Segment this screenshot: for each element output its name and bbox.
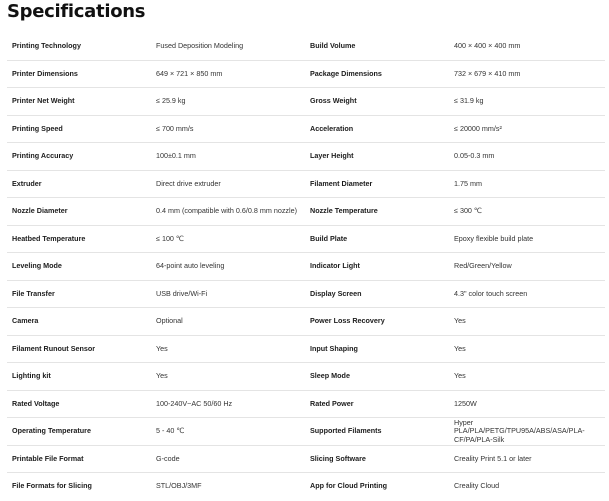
- spec-value: Epoxy flexible build plate: [454, 233, 534, 243]
- spec-value: 1.75 mm: [454, 178, 482, 188]
- spec-label: Extruder: [12, 178, 42, 188]
- spec-value: 100±0.1 mm: [156, 151, 196, 161]
- spec-row: [7, 336, 605, 364]
- spec-value: Creality Print 5.1 or later: [454, 453, 532, 463]
- spec-value: STL/OBJ/3MF: [156, 481, 202, 491]
- spec-label: Nozzle Temperature: [310, 206, 378, 216]
- spec-label: Nozzle Diameter: [12, 206, 68, 216]
- spec-value: ≤ 700 mm/s: [156, 123, 194, 133]
- spec-row: [7, 198, 605, 226]
- spec-value: ≤ 31.9 kg: [454, 96, 484, 106]
- spec-label: Printing Technology: [12, 41, 81, 51]
- spec-label: Power Loss Recovery: [310, 316, 385, 326]
- spec-row: [7, 446, 605, 474]
- spec-row: [7, 171, 605, 199]
- spec-value: ≤ 300 ℃: [454, 206, 483, 216]
- spec-value: Red/Green/Yellow: [454, 261, 512, 271]
- spec-value: 0.05-0.3 mm: [454, 151, 495, 161]
- specifications-table: [7, 33, 605, 501]
- spec-label: Filament Runout Sensor: [12, 343, 96, 353]
- spec-row: [7, 473, 605, 501]
- spec-value: Yes: [454, 316, 466, 326]
- spec-row: [7, 391, 605, 419]
- spec-value: 732 × 679 × 410 mm: [454, 68, 521, 78]
- spec-row: [7, 226, 605, 254]
- spec-label: Input Shaping: [310, 343, 358, 353]
- spec-label: Build Volume: [310, 41, 356, 51]
- spec-value: 1250W: [454, 398, 477, 408]
- spec-value: Creality Cloud: [454, 481, 500, 491]
- spec-value: USB drive/Wi-Fi: [156, 288, 208, 298]
- spec-value: Hyper PLA/PLA/PETG/TPU95A/ABS/ASA/PLA-CF/PA/PLA-Silk: [454, 417, 585, 444]
- spec-value: 400 × 400 × 400 mm: [454, 41, 521, 51]
- spec-row: [7, 418, 605, 446]
- spec-row: [7, 61, 605, 89]
- spec-label: Rated Power: [310, 398, 354, 408]
- spec-label: Printer Net Weight: [12, 96, 75, 106]
- spec-label: Layer Height: [310, 151, 354, 161]
- spec-label: Sleep Mode: [310, 371, 350, 381]
- spec-value: Yes: [156, 343, 168, 353]
- spec-value: Yes: [156, 371, 168, 381]
- spec-label: Operating Temperature: [12, 426, 91, 436]
- spec-row: [7, 253, 605, 281]
- spec-label: Filament Diameter: [310, 178, 373, 188]
- spec-label: File Formats for Slicing: [12, 481, 92, 491]
- spec-label: Rated Voltage: [12, 398, 60, 408]
- spec-label: Printable File Format: [12, 453, 84, 463]
- spec-label: Display Screen: [310, 288, 362, 298]
- spec-label: Build Plate: [310, 233, 348, 243]
- spec-value: Direct drive extruder: [156, 178, 221, 188]
- spec-label: File Transfer: [12, 288, 55, 298]
- spec-value: 0.4 mm (compatible with 0.6/0.8 mm nozzle): [156, 206, 298, 216]
- spec-label: Leveling Mode: [12, 261, 62, 271]
- spec-label: Printer Dimensions: [12, 68, 78, 78]
- spec-label: App for Cloud Printing: [310, 481, 388, 491]
- spec-label: Printing Accuracy: [12, 151, 74, 161]
- spec-value: Yes: [454, 371, 466, 381]
- spec-label: Printing Speed: [12, 123, 63, 133]
- spec-label: Camera: [12, 316, 39, 326]
- spec-value: 5 - 40 ℃: [156, 426, 185, 436]
- spec-label: Supported Filaments: [310, 426, 382, 436]
- spec-label: Lighting kit: [12, 371, 51, 381]
- spec-value: ≤ 25.9 kg: [156, 96, 186, 106]
- spec-value: G-code: [156, 453, 180, 463]
- spec-row: [7, 143, 605, 171]
- page-title: Specifications: [7, 1, 146, 22]
- spec-row: [7, 308, 605, 336]
- spec-value: 4.3" color touch screen: [454, 288, 528, 298]
- spec-value: 100-240V~AC 50/60 Hz: [156, 398, 233, 408]
- spec-label: Heatbed Temperature: [12, 233, 86, 243]
- spec-row: [7, 116, 605, 144]
- spec-row: [7, 88, 605, 116]
- spec-label: Indicator Light: [310, 261, 360, 271]
- spec-value: Fused Deposition Modeling: [156, 41, 244, 51]
- spec-label: Slicing Software: [310, 453, 366, 463]
- spec-value: ≤ 20000 mm/s²: [454, 123, 502, 133]
- spec-row: [7, 363, 605, 391]
- spec-row: [7, 33, 605, 61]
- spec-row: [7, 281, 605, 309]
- spec-label: Gross Weight: [310, 96, 357, 106]
- spec-label: Acceleration: [310, 123, 354, 133]
- spec-value: Yes: [454, 343, 466, 353]
- spec-value: 649 × 721 × 850 mm: [156, 68, 223, 78]
- spec-value: Optional: [156, 316, 183, 326]
- spec-label: Package Dimensions: [310, 68, 382, 78]
- spec-value: 64-point auto leveling: [156, 261, 225, 271]
- spec-value: ≤ 100 ℃: [156, 233, 185, 243]
